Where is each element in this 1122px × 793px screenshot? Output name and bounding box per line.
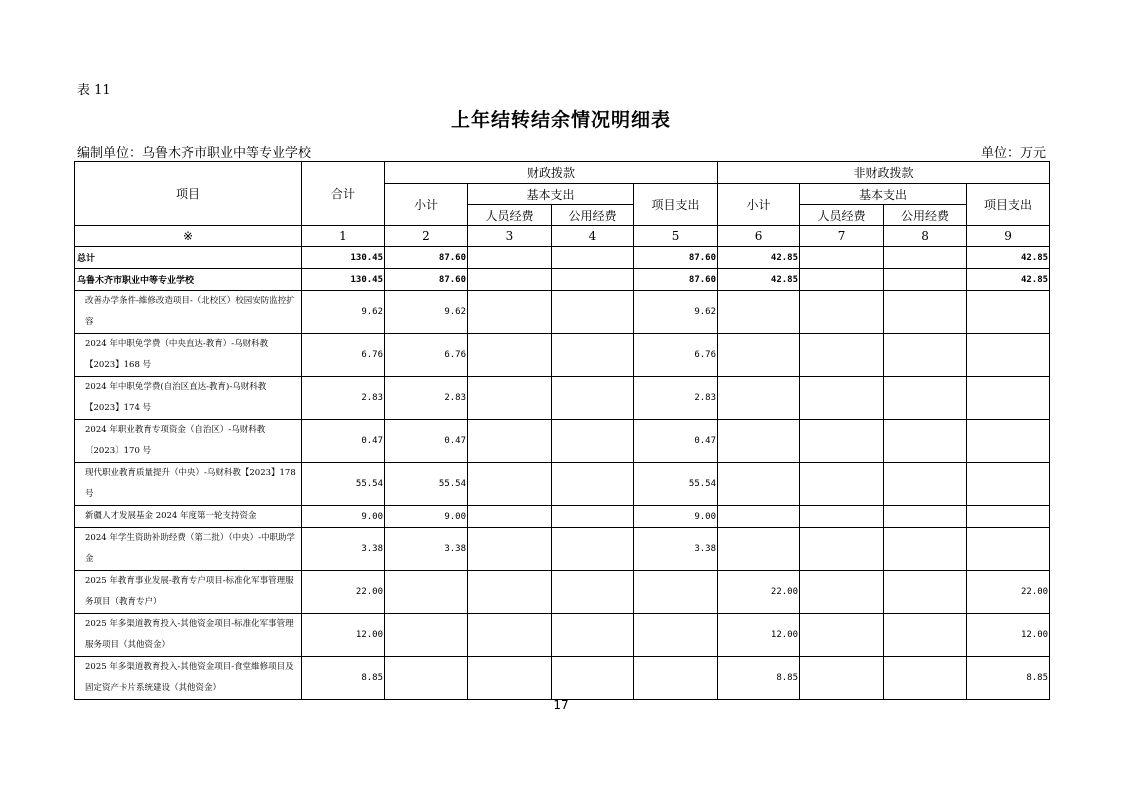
organization-label: 编制单位：乌鲁木齐市职业中等专业学校 xyxy=(77,146,312,161)
table-row xyxy=(75,614,1050,657)
value-cell xyxy=(884,614,967,657)
table-row xyxy=(75,463,1050,506)
value-cell xyxy=(718,377,800,420)
value-cell xyxy=(800,463,884,506)
unit-label: 单位：万元 xyxy=(980,146,1046,161)
value-cell xyxy=(884,291,967,334)
row-name: 2024 年中职免学费（中央直达-教育）-乌财科教【2023】168 号 xyxy=(75,334,302,377)
value-cell xyxy=(967,506,1050,528)
value-cell xyxy=(800,571,884,614)
index-cell: 4 xyxy=(552,226,634,247)
table-row xyxy=(75,420,1050,463)
value-cell: 55.54 xyxy=(634,463,718,506)
index-cell: 8 xyxy=(884,226,967,247)
value-cell xyxy=(634,614,718,657)
index-cell: 2 xyxy=(385,226,468,247)
value-cell: 42.85 xyxy=(967,247,1050,269)
table-row xyxy=(75,291,1050,334)
value-cell xyxy=(967,377,1050,420)
table-row xyxy=(75,334,1050,377)
row-name: 乌鲁木齐市职业中等专业学校 xyxy=(75,269,302,291)
index-cell: 5 xyxy=(634,226,718,247)
value-cell: 87.60 xyxy=(385,247,468,269)
index-row xyxy=(75,226,1050,247)
value-cell xyxy=(800,506,884,528)
value-cell: 9.62 xyxy=(302,291,385,334)
index-cell: 3 xyxy=(468,226,552,247)
value-cell xyxy=(718,506,800,528)
value-cell xyxy=(468,506,552,528)
value-cell: 6.76 xyxy=(385,334,468,377)
row-name: 新疆人才发展基金 2024 年度第一轮支持资金 xyxy=(75,506,302,528)
value-cell xyxy=(884,463,967,506)
header-nonfiscal: 非财政拨款 xyxy=(718,162,1050,184)
value-cell xyxy=(884,571,967,614)
value-cell: 9.00 xyxy=(302,506,385,528)
index-cell: ※ xyxy=(75,226,302,247)
value-cell xyxy=(800,377,884,420)
value-cell: 9.62 xyxy=(385,291,468,334)
value-cell xyxy=(468,420,552,463)
value-cell xyxy=(884,269,967,291)
value-cell xyxy=(552,291,634,334)
value-cell xyxy=(800,269,884,291)
index-cell: 1 xyxy=(302,226,385,247)
value-cell: 42.85 xyxy=(718,247,800,269)
value-cell xyxy=(468,377,552,420)
value-cell xyxy=(967,334,1050,377)
row-name: 总计 xyxy=(75,247,302,269)
value-cell xyxy=(884,528,967,571)
value-cell xyxy=(634,571,718,614)
value-cell xyxy=(718,528,800,571)
value-cell: 12.00 xyxy=(302,614,385,657)
value-cell xyxy=(468,614,552,657)
value-cell xyxy=(884,506,967,528)
value-cell xyxy=(884,247,967,269)
header-fiscal-project: 项目支出 xyxy=(634,184,718,226)
value-cell: 3.38 xyxy=(302,528,385,571)
value-cell xyxy=(552,571,634,614)
table-row xyxy=(75,657,1050,700)
value-cell: 0.47 xyxy=(634,420,718,463)
value-cell xyxy=(800,528,884,571)
value-cell xyxy=(552,657,634,700)
value-cell xyxy=(552,377,634,420)
value-cell xyxy=(967,291,1050,334)
header-fiscal-personnel: 人员经费 xyxy=(468,205,552,226)
value-cell xyxy=(552,269,634,291)
row-name: 2025 年多渠道教育投入-其他资金项目-标准化军事管理服务项目（其他资金） xyxy=(75,614,302,657)
value-cell: 8.85 xyxy=(967,657,1050,700)
header-nonfiscal-project: 项目支出 xyxy=(967,184,1050,226)
value-cell xyxy=(468,334,552,377)
value-cell xyxy=(468,291,552,334)
value-cell xyxy=(552,247,634,269)
carryover-table xyxy=(74,161,1050,700)
header-project: 项目 xyxy=(75,162,302,226)
value-cell: 2.83 xyxy=(385,377,468,420)
value-cell xyxy=(800,334,884,377)
value-cell: 3.38 xyxy=(385,528,468,571)
row-name: 2025 年多渠道教育投入-其他资金项目-食堂維修项目及固定资产卡片系统建设（其他资金） xyxy=(75,657,302,700)
value-cell xyxy=(967,463,1050,506)
value-cell xyxy=(884,420,967,463)
value-cell: 42.85 xyxy=(967,269,1050,291)
value-cell xyxy=(468,247,552,269)
value-cell: 87.60 xyxy=(385,269,468,291)
value-cell: 130.45 xyxy=(302,269,385,291)
value-cell xyxy=(884,657,967,700)
header-fiscal-subtotal: 小计 xyxy=(385,184,468,226)
value-cell: 22.00 xyxy=(967,571,1050,614)
value-cell xyxy=(884,377,967,420)
value-cell xyxy=(468,571,552,614)
value-cell xyxy=(468,528,552,571)
value-cell xyxy=(800,291,884,334)
value-cell: 6.76 xyxy=(302,334,385,377)
value-cell xyxy=(552,528,634,571)
summary-row xyxy=(75,247,1050,269)
row-name: 2024 年学生资助补助经费（第二批）（中央）-中职助学金 xyxy=(75,528,302,571)
value-cell: 0.47 xyxy=(302,420,385,463)
page-number: 17 xyxy=(553,698,569,712)
value-cell xyxy=(552,420,634,463)
value-cell xyxy=(385,614,468,657)
value-cell xyxy=(634,657,718,700)
value-cell xyxy=(967,528,1050,571)
row-name: 改善办学条件-維修改造项目-（北校区）校园安防监控扩容 xyxy=(75,291,302,334)
value-cell: 55.54 xyxy=(302,463,385,506)
header-fiscal: 财政拨款 xyxy=(385,162,718,184)
value-cell: 130.45 xyxy=(302,247,385,269)
value-cell: 0.47 xyxy=(385,420,468,463)
header-nonfiscal-basic: 基本支出 xyxy=(800,184,967,205)
table-number: 表 11 xyxy=(77,83,111,98)
header-nonfiscal-personnel: 人员经费 xyxy=(800,205,884,226)
value-cell xyxy=(800,614,884,657)
header-nonfiscal-public: 公用经费 xyxy=(884,205,967,226)
value-cell: 3.38 xyxy=(634,528,718,571)
value-cell xyxy=(385,657,468,700)
value-cell: 8.85 xyxy=(302,657,385,700)
value-cell xyxy=(884,334,967,377)
index-cell: 9 xyxy=(967,226,1050,247)
table-row xyxy=(75,528,1050,571)
value-cell: 9.62 xyxy=(634,291,718,334)
value-cell xyxy=(468,463,552,506)
value-cell xyxy=(552,463,634,506)
value-cell: 12.00 xyxy=(718,614,800,657)
value-cell: 9.00 xyxy=(385,506,468,528)
value-cell xyxy=(967,420,1050,463)
value-cell xyxy=(552,614,634,657)
value-cell: 22.00 xyxy=(302,571,385,614)
row-name: 2024 年中职免学费(自治区直达-教育)-乌财科教【2023】174 号 xyxy=(75,377,302,420)
value-cell xyxy=(800,247,884,269)
value-cell: 2.83 xyxy=(302,377,385,420)
value-cell xyxy=(385,571,468,614)
value-cell: 8.85 xyxy=(718,657,800,700)
value-cell xyxy=(718,334,800,377)
value-cell: 55.54 xyxy=(385,463,468,506)
header-nonfiscal-subtotal: 小计 xyxy=(718,184,800,226)
row-name: 现代职业教育质量提升（中央）-乌财科教【2023】178 号 xyxy=(75,463,302,506)
value-cell xyxy=(718,463,800,506)
value-cell: 87.60 xyxy=(634,269,718,291)
value-cell xyxy=(552,506,634,528)
value-cell: 9.00 xyxy=(634,506,718,528)
row-name: 2024 年职业教育专项资金（自治区）-乌财科教〔2023〕170 号 xyxy=(75,420,302,463)
table-row xyxy=(75,506,1050,528)
value-cell xyxy=(468,269,552,291)
value-cell xyxy=(718,291,800,334)
value-cell: 2.83 xyxy=(634,377,718,420)
value-cell xyxy=(468,657,552,700)
value-cell xyxy=(718,420,800,463)
header-fiscal-public: 公用经费 xyxy=(552,205,634,226)
row-name: 2025 年教育事业发展-教育专户项目-标准化军事管理服务项目（教育专户） xyxy=(75,571,302,614)
header-fiscal-basic: 基本支出 xyxy=(468,184,634,205)
value-cell xyxy=(800,657,884,700)
value-cell: 22.00 xyxy=(718,571,800,614)
index-cell: 6 xyxy=(718,226,800,247)
value-cell xyxy=(800,420,884,463)
table-row xyxy=(75,377,1050,420)
value-cell: 87.60 xyxy=(634,247,718,269)
index-cell: 7 xyxy=(800,226,884,247)
value-cell: 6.76 xyxy=(634,334,718,377)
value-cell: 42.85 xyxy=(718,269,800,291)
summary-row xyxy=(75,269,1050,291)
table-row xyxy=(75,571,1050,614)
value-cell xyxy=(552,334,634,377)
page-title: 上年结转结余情况明细表 xyxy=(450,109,671,131)
value-cell: 12.00 xyxy=(967,614,1050,657)
header-total: 合计 xyxy=(302,162,385,226)
